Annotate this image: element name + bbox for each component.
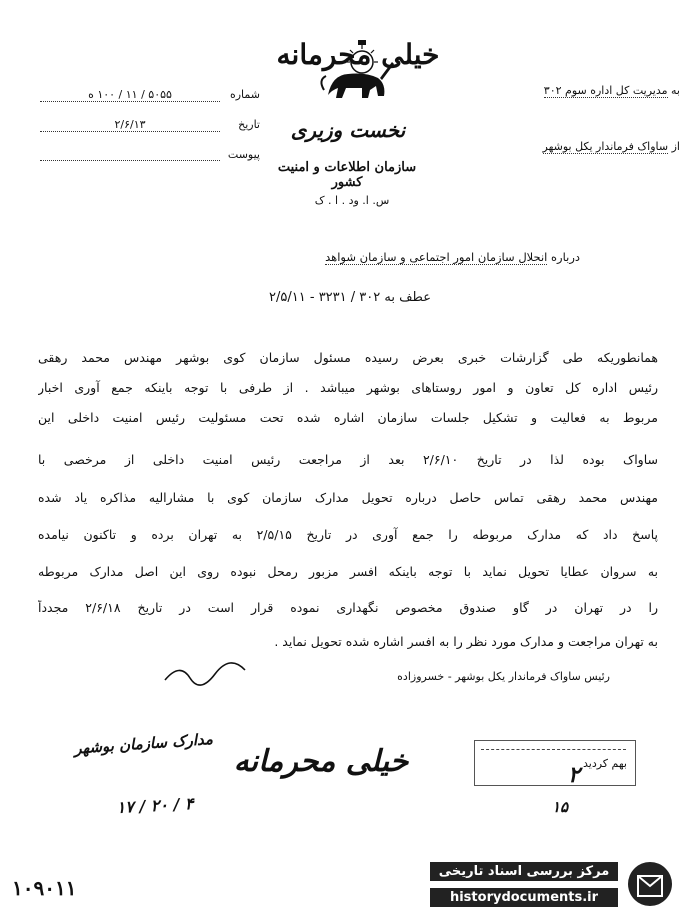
handwritten-number: ۱۷ / ۲۰ / ۴: [116, 793, 194, 818]
from-label: از: [671, 140, 680, 153]
attachment-value: [40, 160, 220, 161]
body-line-3: مربوط به فعالیت و تشکیل جلسات سازمان اشاره شده تحت مسئولیت رئیس امنیت داخلی این: [38, 410, 658, 425]
number-value: ۵۰۵۵ / ۱۱ / ۱۰۰ ه: [40, 88, 220, 102]
body-line-5: مهندس محمد رهقی تماس حاصل درباره تحویل مدارک سازمان کوی با مشارالیه مذاکره یاد شده: [38, 490, 658, 505]
received-stamp: [474, 740, 636, 786]
subject-text: انحلال سازمان امور اجتماعی و سازمان شواهد: [325, 250, 548, 264]
watermark-url: historydocuments.ir: [430, 888, 618, 907]
to-label: به: [671, 84, 680, 97]
organization-name: سازمان اطلاعات و امنیت کشور: [277, 160, 417, 190]
body-line-8: را در تهران در گاو صندوق مخصوص نگهداری نموده قرار است در تاریخ ۲/۶/۱۸ مجدداً: [38, 600, 658, 615]
stamp-extra: ۱۵: [552, 798, 569, 816]
to-value: مدیریت کل اداره سوم ۳۰۲: [543, 84, 668, 97]
ministry-name: نخست وزیری: [290, 118, 406, 142]
from-field: [482, 140, 680, 153]
signature-scribble-icon: [160, 660, 250, 690]
header-classification: خیلی محرمانه: [276, 38, 440, 71]
subject-line: [250, 250, 580, 264]
date-label: تاریخ: [238, 118, 260, 131]
watermark-logo-icon: [624, 860, 676, 908]
body-line-9: به تهران مراجعت و مدارک مورد نظر را به افسر اشاره شده تحویل نماید .: [274, 634, 658, 649]
body-line-7: به سروان عطایا تحویل نماید با توجه باینکه افسر مزبور رمحل نبوده روی این اصل مدارک مربوطه: [38, 564, 658, 579]
org-code: س. ا. ود . ا . ک: [314, 194, 390, 207]
date-value: ۲/۶/۱۳: [40, 118, 220, 132]
from-value: ساواک فرماندار یکل بوشهر: [542, 140, 669, 153]
signature-title: رئیس ساواک فرماندار یکل بوشهر - خسروزاده: [397, 670, 610, 683]
footer-classification: خیلی محرمانه: [233, 744, 409, 779]
body-line-6: پاسخ داد که مدارک مربوطه را جمع آوری در تاریخ ۲/۵/۱۵ به تهران برده و تاکنون نیامده: [38, 527, 658, 542]
watermark-title: مرکز بررسی اسناد تاریخی: [430, 862, 618, 881]
stamp-dotted-line: [481, 749, 626, 750]
attachment-label: پیوست: [227, 148, 260, 161]
page-number: ۱۰۹۰۱۱: [12, 876, 77, 900]
body-line-2: رئیس اداره کل تعاون و امور روستاهای بوشهر میباشد . از طرفی با توجه باینکه جمع آوری اخبار: [38, 380, 658, 395]
stamp-number: ۲: [568, 762, 580, 788]
handwritten-note: مدارک سازمان بوشهر: [73, 729, 214, 758]
to-field: [482, 84, 680, 97]
body-line-1: همانطوریکه طی گزارشات خبری بعرض رسیده مسئول سازمان کوی بوشهر مهندس محمد رهقی: [38, 350, 658, 365]
number-label: شماره: [229, 88, 260, 101]
reference-line: عطف به ۳۰۲ / ۳۲۳۱ - ۲/۵/۱۱: [269, 290, 431, 305]
body-line-4: ساواک بوده لذا در تاریخ ۲/۶/۱۰ بعد از مراجعت رئیس امنیت داخلی از مرخصی با: [38, 452, 658, 467]
stamp-text: بهم کردید: [583, 757, 627, 770]
subject-label: درباره: [551, 250, 580, 264]
